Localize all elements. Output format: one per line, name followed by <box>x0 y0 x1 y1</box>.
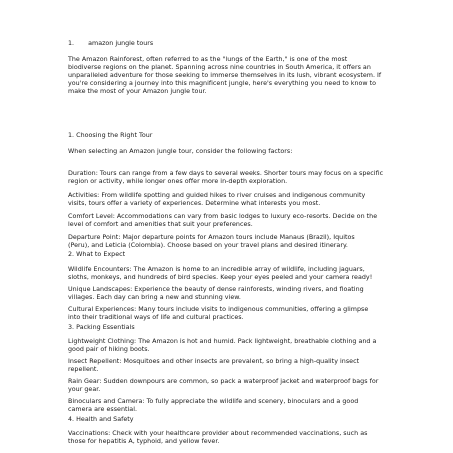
paragraph-line: those for hepatitis A, typhoid, and yellow fever. <box>68 438 220 446</box>
repellent-paragraph <box>68 358 403 374</box>
document-title <box>68 40 153 48</box>
paragraph-line: into their traditional ways of life and cultural practices. <box>68 314 244 322</box>
title-text: amazon jungle tours <box>88 40 154 47</box>
activities-paragraph <box>68 192 403 208</box>
raingear-paragraph <box>68 378 403 394</box>
section-heading-4 <box>68 416 403 424</box>
paragraph-line: When selecting an Amazon jungle tour, consider the following factors: <box>68 148 293 155</box>
paragraph-line: Wildlife Encounters: The Amazon is home to an incredible array of wildlife, including jaguars, <box>68 266 365 273</box>
wildlife-paragraph <box>68 266 403 282</box>
paragraph-line: Binoculars and Camera: To fully appreciate the wildlife and scenery, binoculars and a good <box>68 398 359 405</box>
paragraph-line: sloths, monkeys, and hundreds of bird species. Keep your eyes peeled and your camera ready! <box>68 274 373 282</box>
heading-text: 2. What to Expect <box>68 251 126 258</box>
paragraph-line: Vaccinations: Check with your healthcare provider about recommended vaccinations, such as <box>68 430 368 437</box>
paragraph-line: unparalleled adventure for those seeking to immerse themselves in its lush, vibrant ecosystem. If <box>68 72 382 80</box>
section-heading-2 <box>68 251 403 259</box>
paragraph-line: Lightweight Clothing: The Amazon is hot and humid. Pack lightweight, breathable clothing and a <box>68 338 377 345</box>
section-heading-1 <box>68 132 403 140</box>
paragraph-line: camera are essential. <box>68 406 138 414</box>
paragraph-line: repellent. <box>68 366 99 374</box>
paragraph-line: good pair of hiking boots. <box>68 346 150 354</box>
heading-text: 4. Health and Safety <box>68 416 134 423</box>
paragraph-line: level of comfort and amenities that suit your preferences. <box>68 221 253 229</box>
section-heading-3 <box>68 324 403 332</box>
paragraph-line: (Peru), and Leticia (Colombia). Choose based on your travel plans and desired itinerary. <box>68 242 348 250</box>
clothing-paragraph <box>68 338 403 354</box>
binoculars-paragraph <box>68 398 403 414</box>
paragraph-line: villages. Each day can bring a new and stunning view. <box>68 294 241 302</box>
paragraph-line: region or activity, while longer ones offer more in-depth exploration. <box>68 178 288 186</box>
cultural-paragraph <box>68 306 403 322</box>
paragraph-line: your gear. <box>68 386 101 394</box>
paragraph-line: The Amazon Rainforest, often referred to as the "lungs of the Earth," is one of the most <box>68 56 348 63</box>
paragraph-line: make the most of your Amazon jungle tour. <box>68 88 207 96</box>
paragraph-line: biodiverse regions on the planet. Spanning across nine countries in South America, it offers an <box>68 64 371 72</box>
comfort-paragraph <box>68 213 403 229</box>
heading-text: 3. Packing Essentials <box>68 324 135 331</box>
departure-paragraph <box>68 234 403 250</box>
paragraph-line: Rain Gear: Sudden downpours are common, so pack a waterproof jacket and waterproof bags for <box>68 378 379 385</box>
heading-text: 1. Choosing the Right Tour <box>68 132 153 139</box>
title-number: 1. <box>68 40 75 47</box>
paragraph-line: Comfort Level: Accommodations can vary from basic lodges to luxury eco-resorts. Decide on the <box>68 213 378 220</box>
paragraph-line: Cultural Experiences: Many tours include visits to indigenous communities, offering a glimpse <box>68 306 369 313</box>
paragraph-line: visits, tours offer a variety of experiences. Determine what interests you most. <box>68 200 321 208</box>
vaccinations-paragraph <box>68 430 403 446</box>
duration-paragraph <box>68 170 403 186</box>
landscapes-paragraph <box>68 286 403 302</box>
paragraph-line: Activities: From wildlife spotting and guided hikes to river cruises and indigenous community <box>68 192 366 199</box>
choose-intro-paragraph <box>68 148 403 156</box>
paragraph-line: Unique Landscapes: Experience the beauty of dense rainforests, winding rivers, and floating <box>68 286 364 293</box>
paragraph-line: Insect Repellent: Mosquitoes and other insects are prevalent, so bring a high-quality insect <box>68 358 360 365</box>
paragraph-line: Duration: Tours can range from a few days to several weeks. Shorter tours may focus on a specific <box>68 170 384 177</box>
paragraph-line: you're considering a journey into this magnificent jungle, here's everything you need to know to <box>68 80 377 88</box>
intro-paragraph <box>68 56 403 96</box>
paragraph-line: Departure Point: Major departure points for Amazon tours include Manaus (Brazil), Iquitos <box>68 234 355 241</box>
